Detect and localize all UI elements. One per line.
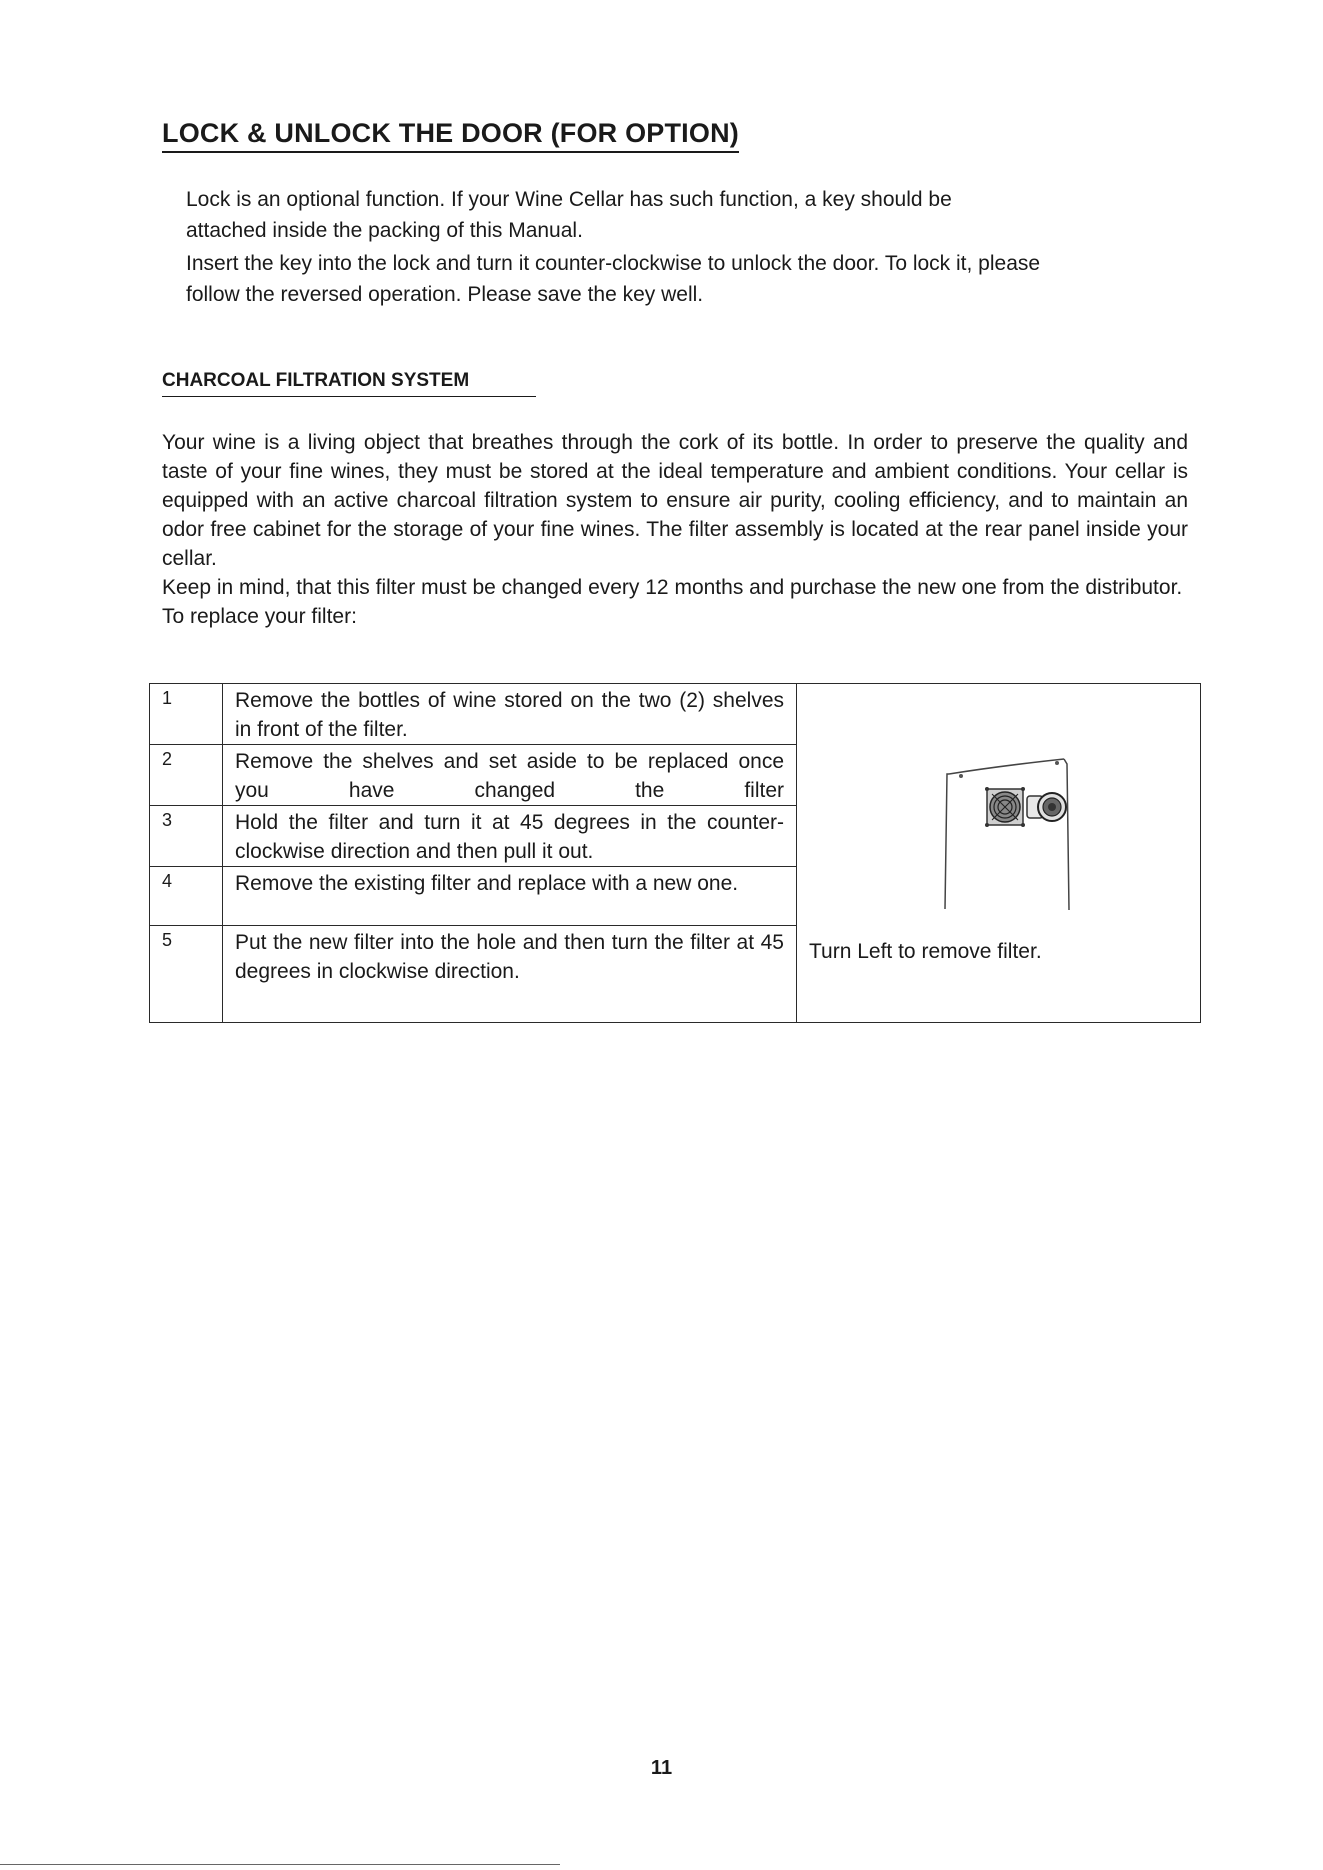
filter-steps-table (149, 683, 1201, 1023)
table-row (150, 684, 1201, 745)
step-text: Put the new filter into the hole and then turn the filter at 45 degrees in clockwise direction. (223, 926, 797, 1023)
lock-text-line: follow the reversed operation. Please save the key well. (186, 283, 704, 306)
footer-divider (0, 1864, 560, 1865)
lock-text-line: attached inside the packing of this Manual. (186, 219, 583, 242)
filter-paragraph: Keep in mind, that this filter must be changed every 12 months and purchase the new one from the distributor. (162, 576, 1183, 599)
lock-section-title: LOCK & UNLOCK THE DOOR (FOR OPTION) (162, 118, 739, 153)
step-text: Remove the bottles of wine stored on the two (2) shelves in front of the filter. (223, 684, 797, 745)
step-number: 5 (150, 926, 223, 1023)
filter-paragraph: To replace your filter: (162, 605, 357, 628)
figure-caption: Turn Left to remove filter. (809, 940, 1042, 963)
filter-paragraph: Your wine is a living object that breathes through the cork of its bottle. In order to preserve the quality and taste of your fine wines, they must be stored at the ideal temperature and ambient conditions. Your cellar is equipped with an active charcoal filtration system to ensure air purity, cooling efficiency, and to maintain an odor free cabinet for the storage of your fine wines. The filter assembly is located at the rear panel inside your cellar. (162, 431, 1188, 570)
step-number: 4 (150, 867, 223, 926)
filter-figure-cell (797, 684, 1201, 1023)
filter-panel-illustration (939, 734, 1079, 914)
step-number: 3 (150, 806, 223, 867)
lock-section-body (186, 184, 1196, 310)
step-text: Remove the shelves and set aside to be replaced once you have changed the filter (223, 745, 797, 806)
filter-section-body (162, 428, 1188, 631)
step-text: Remove the existing filter and replace with a new one. (223, 867, 797, 926)
filter-section-title: CHARCOAL FILTRATION SYSTEM (162, 371, 536, 397)
lock-text-line: Lock is an optional function. If your Wine Cellar has such function, a key should be (186, 188, 952, 211)
lock-text-line: Insert the key into the lock and turn it counter-clockwise to unlock the door. To lock it, please (186, 252, 1041, 275)
step-number: 2 (150, 745, 223, 806)
step-number: 1 (150, 684, 223, 745)
page-number: 11 (650, 1757, 673, 1779)
step-text: Hold the filter and turn it at 45 degrees in the counter-clockwise direction and then pull it out. (223, 806, 797, 867)
